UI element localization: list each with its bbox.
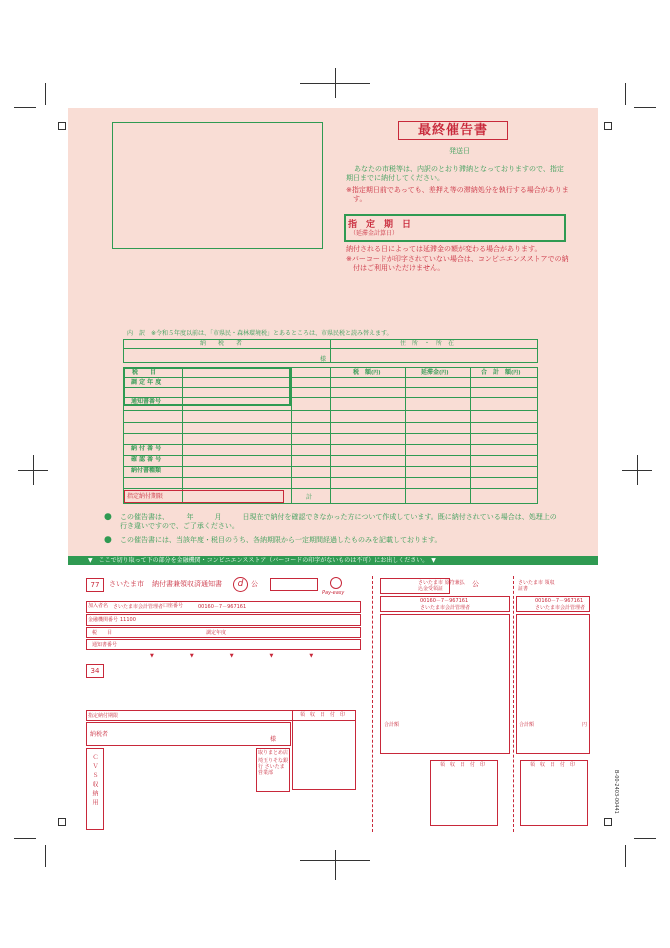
right-unit: 円 <box>582 722 588 728</box>
sent-date-label: 発送日 <box>449 147 470 155</box>
confirm-no-header: 確 認 番 号 <box>131 456 162 463</box>
table-divider <box>330 339 331 363</box>
table-divider <box>123 377 538 378</box>
right-grid <box>516 614 590 754</box>
table-divider <box>123 433 538 434</box>
center-subscriber: さいたま市会計管理者 <box>420 605 471 611</box>
d-mark-icon: d <box>233 577 248 592</box>
notice-warning: ※指定期日前であっても、差押え等の滞納処分を執行する場合があります。 <box>346 186 569 203</box>
right-slip-title: さいたま市 領収証書 <box>518 580 555 592</box>
center-stamp-label: 領 収 日 付 印 <box>440 762 486 768</box>
official-mark-icon: 公 <box>251 580 258 588</box>
crop-mark <box>335 68 336 98</box>
payment-no-header: 納 付 番 号 <box>131 445 162 452</box>
slip-arrows: ▼▼▼▼▼ <box>150 653 350 659</box>
right-stamp-box <box>520 760 588 826</box>
slip-payer-honorific: 様 <box>270 736 277 743</box>
center-total-label: 合計額 <box>384 722 400 728</box>
footnote-bullet: ● <box>104 535 112 545</box>
cut-banner: ▼ ここで切り取って下の部分を金融機関・コンビニエンスストア（バーコードの印字がないものは不可）にお出しください。 ▼ <box>68 556 598 565</box>
account-no: 00160－7－967161 <box>198 604 247 610</box>
deadline-sub: （延滞金計算日） <box>350 230 399 237</box>
table-divider <box>123 422 538 423</box>
handling-bank: 埼玉りそな銀行 さいたま営業部 <box>258 758 289 776</box>
taxpayer-honorific: 様 <box>320 356 327 363</box>
crop-mark <box>45 845 46 867</box>
crop-mark <box>634 107 656 108</box>
slip-receipt-stamp <box>292 710 356 790</box>
center-stamp-box <box>430 760 498 826</box>
deadline-label: 指 定 期 日 <box>348 220 412 230</box>
slip-city: さいたま市 <box>109 580 144 588</box>
table-divider <box>123 410 538 411</box>
crop-mark <box>335 850 336 880</box>
slip-receipt-stamp-label: 領 収 日 付 印 <box>300 712 346 718</box>
subscriber-label: 加入者名 <box>88 603 109 609</box>
notice-body: あなたの市税等は、内訳のとおり滞納となっておりますので、指定期日までに納付してください。 <box>346 165 564 182</box>
footnote-bullet: ● <box>104 512 112 522</box>
crop-mark <box>637 455 638 485</box>
pay-easy-logo: Pay-easy <box>322 590 345 596</box>
address-window <box>112 122 323 249</box>
bank-code-label: 金融機関番号 <box>88 617 119 623</box>
right-total-label: 合計額 <box>519 722 535 728</box>
slip-payer-label: 納税者 <box>90 731 109 738</box>
right-stamp-label: 領 収 日 付 印 <box>530 762 576 768</box>
notice-title: 最終催告書 <box>398 121 508 140</box>
center-slip-title: さいたま市 原符兼払込金受領証 <box>418 580 465 592</box>
tax-item-header: 税 目 <box>132 369 157 376</box>
total-row-label: 計 <box>306 494 313 501</box>
note-barcode: ※バーコードが印字されていない場合は、コンビニエンスストアでの納付はご利用いただけません。 <box>346 255 569 272</box>
center-grid <box>380 614 510 754</box>
handling-label: 取りまとめ店 <box>258 750 289 756</box>
breakdown-heading: 内 訳 ※令和５年度以前は、「市県民・森林環境税」とあるところは、市県民税と読み替えます。 <box>127 330 393 337</box>
slip-tax-item-label: 税 目 <box>92 630 113 636</box>
taxpayer-header: 納 税 者 <box>200 340 243 347</box>
table-divider <box>123 397 538 398</box>
notice-no-header: 通知書番号 <box>131 398 162 405</box>
slip-code34-box: 34 <box>86 664 104 678</box>
slip-divider <box>513 576 515 832</box>
crop-mark <box>625 83 626 105</box>
footnote-2: この催告書には、当該年度・税目のうち、各納期限から一定期間経過したものみを記載しております。 <box>120 536 442 544</box>
slip-deadline-label: 指定納付期限 <box>88 713 119 719</box>
doc-type-header: 納付書種類 <box>131 467 162 474</box>
pay-easy-icon <box>330 577 342 589</box>
crop-mark <box>14 107 36 108</box>
slip-notice-row <box>86 639 361 650</box>
crop-mark <box>33 455 34 485</box>
bank-code: 11100 <box>120 617 136 623</box>
registration-mark <box>58 122 66 130</box>
registration-mark <box>604 122 612 130</box>
slip-small-box <box>270 578 318 591</box>
cvs-label: ＣＶＳ収納用 <box>91 754 98 808</box>
note-late-fee: 納付される日によっては延滞金の額が変わる場合があります。 <box>346 245 542 253</box>
designated-deadline-label: 指定納付期限 <box>127 493 164 500</box>
table-divider <box>123 477 538 478</box>
tax-amount-header: 税 額(円) <box>353 369 381 376</box>
registration-mark <box>604 818 612 826</box>
right-subscriber: さいたま市会計管理者 <box>535 605 586 611</box>
slip-year-label: 調定年度 <box>206 630 227 636</box>
footnote-1: この催告書は、 年 月 日現在で納付を確認できなかった方について作成しています。既に納付されている場合は、処理上の行き違いですので、ご了承ください。 <box>120 513 557 530</box>
table-divider <box>123 455 538 456</box>
crop-mark <box>634 838 656 839</box>
slip-title: 納付書兼領収済通知書 <box>152 580 222 588</box>
right-account: 00160－7－967161 <box>535 598 584 604</box>
subscriber-name: さいたま市会計管理者 <box>113 604 164 610</box>
slip-notice-no-label: 通知書番号 <box>92 642 118 648</box>
side-code: B-00-2403-00441 <box>613 770 619 814</box>
center-official-icon: 公 <box>472 580 479 588</box>
slip-divider <box>372 576 374 832</box>
account-label: 口座番号 <box>163 603 184 609</box>
crop-mark <box>45 83 46 105</box>
table-divider <box>123 466 538 467</box>
registration-mark <box>58 818 66 826</box>
crop-mark <box>625 845 626 867</box>
table-divider <box>123 387 538 388</box>
late-fee-header: 延滞金(円) <box>421 369 449 376</box>
table-divider <box>123 444 538 445</box>
slip-payer-box <box>86 722 291 746</box>
year-header: 調 定 年 度 <box>131 379 162 386</box>
crop-mark <box>14 838 36 839</box>
center-account: 00160－7－967161 <box>420 598 469 604</box>
address-header: 住 所 ・ 所 在 <box>400 340 455 347</box>
table-divider <box>123 488 538 489</box>
slip-code-box: 77 <box>86 578 104 592</box>
total-header: 合 計 額(円) <box>481 369 521 376</box>
